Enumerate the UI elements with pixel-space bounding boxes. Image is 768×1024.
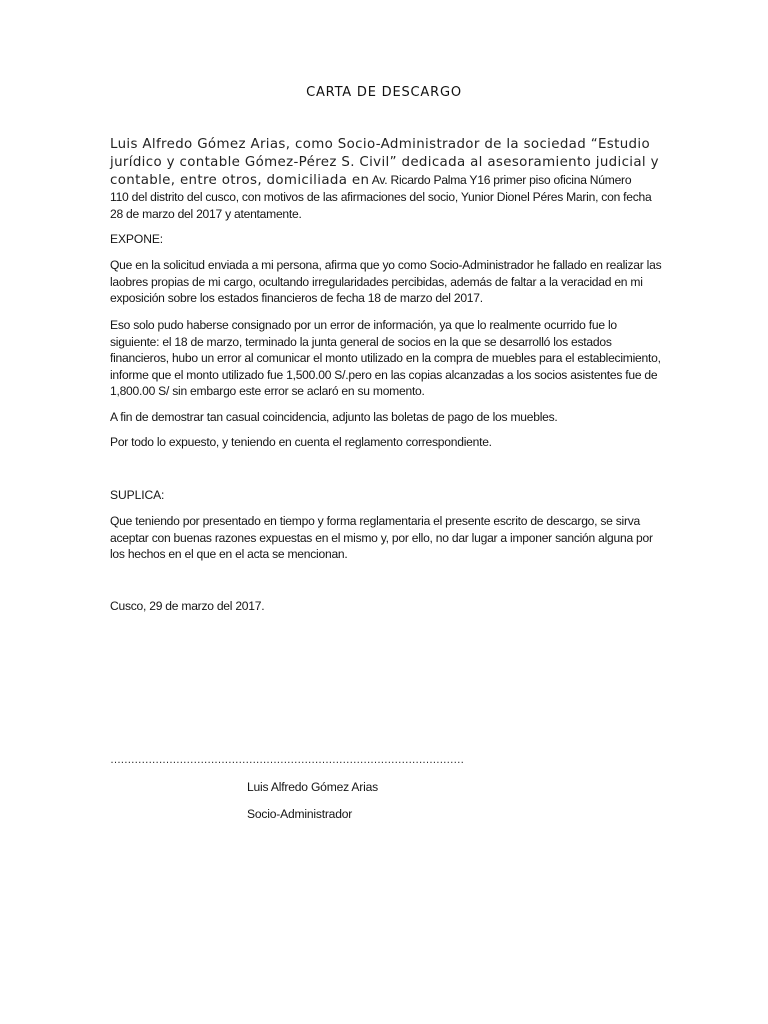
intro-lead-text: Luis Alfredo Gómez Arias, como Socio-Administrador de la sociedad “Estudio jurídico y contable Gómez-Pérez S. Civil” dedicada al asesoramiento judicial y contable, entre otros, domiciliada en — [110, 137, 659, 188]
intro-paragraph — [110, 135, 662, 223]
signature-line: ………………………………………………………………………………………… — [110, 754, 464, 766]
signatory-name: Luis Alfredo Gómez Arias — [247, 780, 378, 794]
intro-closing-text: 110 del distrito del cusco, con motivos de las afirmaciones del socio, Yunior Dionel Péres Marin, con fecha 28 de marzo del 2017 y atentamente. — [110, 190, 652, 221]
suplica-paragraph: Que teniendo por presentado en tiempo y forma reglamentaria el presente escrito de descargo, se sirva aceptar con buenas razones expuestas en el mismo y, por ello, no dar lugar a imponer sanción alguna por los hechos en el que en el acta se mencionan. — [110, 514, 653, 561]
expone-heading: EXPONE: — [110, 232, 164, 246]
signatory-role: Socio-Administrador — [247, 807, 353, 821]
letter-title: CARTA DE DESCARGO — [306, 85, 462, 100]
expone-paragraph-4: Por todo lo expuesto, y teniendo en cuenta el reglamento correspondiente. — [110, 435, 492, 449]
expone-paragraph-1: Que en la solicitud enviada a mi persona, afirma que yo como Socio-Administrador he fallado en realizar las laobres propias de mi cargo, ocultando irregularidades percibidas, además de faltar a la veracidad en mi exposición sobre los estados financieros de fecha 18 de marzo del 2017. — [110, 258, 662, 305]
expone-paragraph-3: A fin de demostrar tan casual coincidencia, adjunto las boletas de pago de los muebles. — [110, 410, 558, 424]
intro-address-text: Av. Ricardo Palma Y16 primer piso oficina Número — [369, 173, 632, 187]
expone-paragraph-2: Eso solo pudo haberse consignado por un error de información, ya que lo realmente ocurrido fue lo siguiente: el 18 de marzo, terminado la junta general de socios en la que se desarrolló los estados financieros, hubo un error al comunicar el monto utilizado en la compra de muebles para el establecimiento, informe que el monto utilizado fue 1,500.00 S/.pero en las copias alcanzadas a los socios asistentes fue de 1,800.00 S/ sin embargo este error se aclaró en su momento. — [110, 318, 661, 398]
place-date: Cusco, 29 de marzo del 2017. — [110, 599, 265, 613]
suplica-heading: SUPLICA: — [110, 488, 165, 502]
